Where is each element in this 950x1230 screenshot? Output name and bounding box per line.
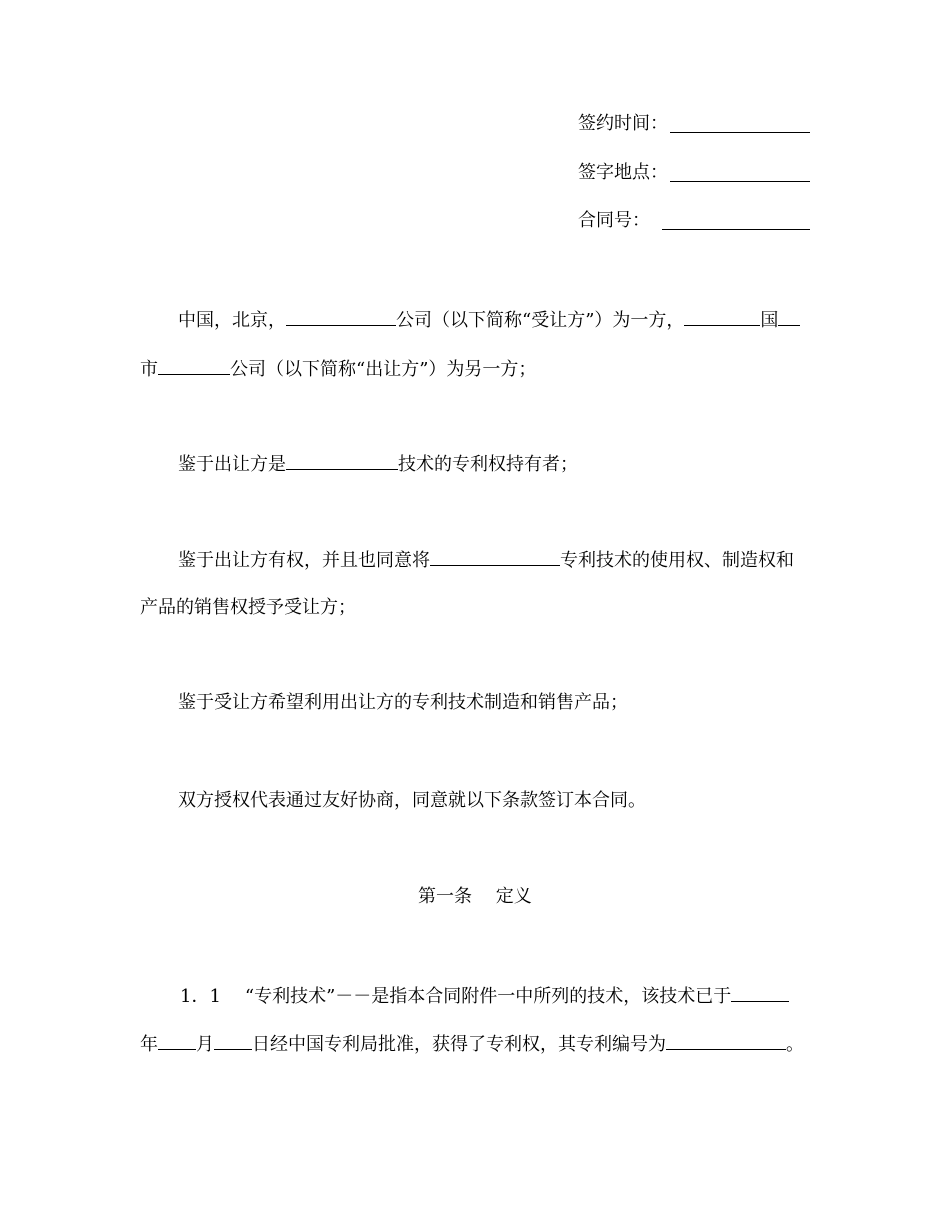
- approval-day-blank[interactable]: [214, 1031, 252, 1050]
- preamble-p3-line1: [178, 547, 794, 573]
- p1-text-1: 中国，北京，: [178, 310, 286, 331]
- contract-no-field[interactable]: [662, 209, 810, 230]
- p4-text: 鉴于受让方希望利用出让方的专利技术制造和销售产品；: [178, 692, 628, 713]
- p5-text: 双方授权代表通过友好协商，同意就以下条款签订本合同。: [178, 790, 646, 811]
- sign-time-field[interactable]: [670, 112, 810, 133]
- preamble-p5: [178, 789, 646, 813]
- p2-text-2: 技术的专利权持有者；: [398, 454, 578, 475]
- approval-month-blank[interactable]: [158, 1031, 196, 1050]
- sign-time-label: 签约时间：: [578, 113, 668, 134]
- technology-name-blank[interactable]: [286, 451, 398, 470]
- assignor-city-blank-1[interactable]: [778, 307, 800, 326]
- clause-1-1-line2: [140, 1031, 804, 1057]
- clause-text-4: 日经中国专利局批准，获得了专利权，其专利编号为: [252, 1034, 666, 1055]
- assignor-country-blank[interactable]: [684, 307, 760, 326]
- p3-text-3: 产品的销售权授予受让方；: [140, 597, 356, 618]
- clause-text-1: “专利技术”－－是指本合同附件一中所列的技术，该技术已于: [244, 986, 732, 1007]
- clause-text-3: 月: [196, 1034, 214, 1055]
- clause-number: 1．1: [180, 986, 221, 1007]
- contract-no-label: 合同号：: [578, 210, 650, 231]
- assignee-name-blank[interactable]: [286, 307, 396, 326]
- p1-text-2: 公司（以下简称“受让方”）为一方，: [396, 310, 685, 331]
- preamble-p1-line1: [178, 307, 800, 333]
- p3-text-1: 鉴于出让方有权，并且也同意将: [178, 550, 430, 571]
- preamble-p1-line2: [140, 356, 536, 382]
- p2-text-1: 鉴于出让方是: [178, 454, 286, 475]
- article-1-title-text: 第一条 定义: [418, 886, 532, 907]
- clause-text-5: 。: [786, 1034, 804, 1055]
- p1-text-3: 国: [760, 310, 779, 331]
- article-1-title: [418, 885, 532, 909]
- p3-text-2: 专利技术的使用权、制造权和: [560, 550, 794, 571]
- patent-number-blank[interactable]: [666, 1031, 786, 1050]
- approval-year-blank[interactable]: [731, 983, 789, 1002]
- sign-place-field[interactable]: [670, 161, 810, 182]
- p1-text-4: 市: [140, 359, 158, 380]
- patent-technology-blank[interactable]: [430, 547, 560, 566]
- preamble-p2: [178, 451, 578, 477]
- p1-text-5: 公司（以下简称“出让方”）为另一方；: [230, 359, 537, 380]
- clause-1-1-line1: [180, 983, 789, 1009]
- assignor-name-blank[interactable]: [158, 356, 230, 375]
- preamble-p4: [178, 691, 628, 715]
- preamble-p3-line2: [140, 596, 356, 620]
- clause-text-2: 年: [140, 1034, 158, 1055]
- sign-place-label: 签字地点：: [578, 162, 668, 183]
